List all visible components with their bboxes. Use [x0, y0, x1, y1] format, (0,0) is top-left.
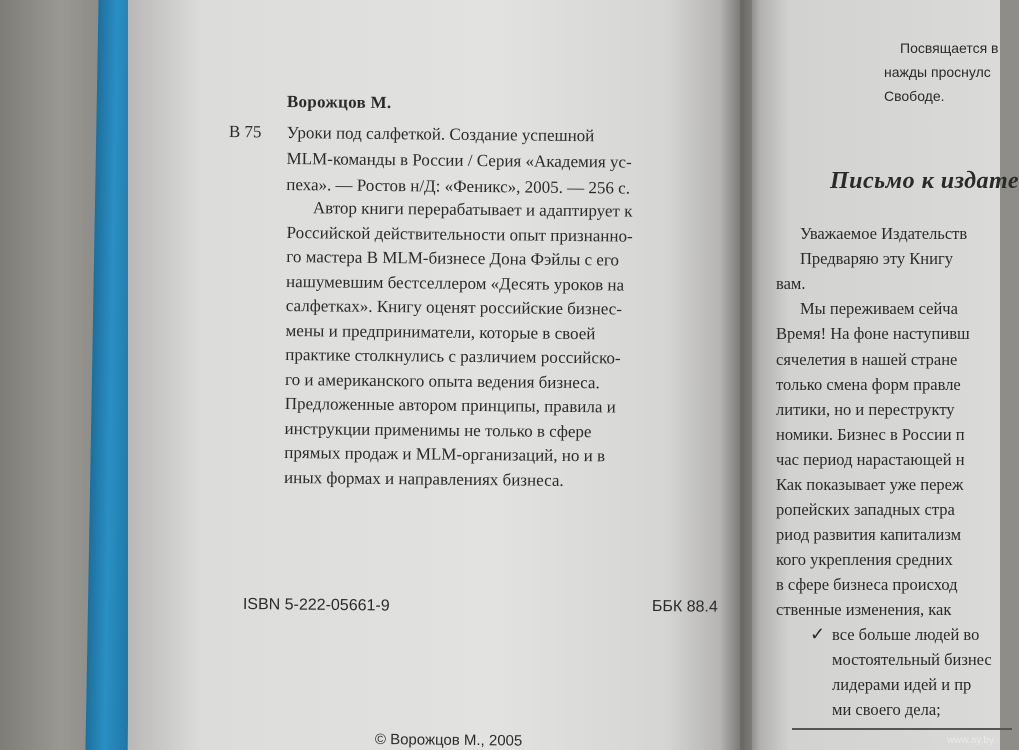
dedication-line-3: Свободе.: [884, 88, 945, 104]
author-name: Ворожцов М.: [286, 92, 392, 113]
isbn: ISBN 5-222-05661-9: [242, 596, 390, 615]
body-line: Мы переживаем сейча: [800, 299, 958, 318]
annotation-line: салфетках». Книгу оценят российские бизнес-: [285, 295, 623, 319]
bullet-line: все больше людей во: [832, 625, 980, 644]
biblio-line: MLM-команды в России / Серия «Академия ус-: [286, 148, 632, 172]
body-line: Как показывает уже переж: [776, 475, 964, 494]
page-rule: [792, 728, 1012, 730]
body-line: кого укрепления средних: [776, 550, 953, 569]
body-line: риод развития капитализм: [776, 525, 962, 544]
annotation: [284, 196, 737, 495]
bullet-line: ми своего дела;: [832, 700, 941, 719]
annotation-line: го мастера В MLM-бизнесе Дона Фэйлы с его: [286, 246, 620, 270]
body-line: номики. Бизнес в России п: [776, 425, 965, 444]
body-line: Уважаемое Издательств: [800, 224, 968, 243]
body-line: сячелетия в нашей стране: [776, 350, 958, 369]
right-page: [752, 0, 1019, 750]
body-line: час период нарастающей н: [776, 450, 965, 469]
body-line: литики, но и переструкту: [776, 400, 955, 419]
dedication-line-2: нажды проснулс: [884, 64, 991, 80]
body-line: Время! На фоне наступивш: [776, 324, 970, 343]
annotation-line: иных формах и направлениях бизнеса.: [283, 467, 564, 490]
annotation-line: практике столкнулись с различием российско-: [285, 344, 621, 368]
checkmark-icon: ✓: [810, 624, 826, 644]
watermark: www.ay.by: [946, 735, 994, 746]
catalog-code: В 75: [228, 122, 262, 142]
body-line: ропейских западных стра: [776, 500, 955, 519]
annotation-line: го и американского опыта ведения бизнеса.: [284, 369, 600, 392]
annotation-line: прямых продаж и MLM-организаций, но и в: [284, 442, 606, 466]
dedication-line-1: Посвящается в: [900, 40, 999, 56]
bbk-code: ББК 88.4: [651, 598, 718, 616]
bullet-line: мостоятельный бизнес: [832, 650, 992, 669]
annotation-line: Российской действительности опыт признанно-: [286, 222, 633, 246]
body-line: вам.: [776, 274, 806, 293]
biblio-line: пеха». — Ростов н/Д: «Феникс», 2005. — 256 с.: [286, 174, 631, 198]
annotation-line: Автор книги перерабатывает и адаптирует к: [312, 198, 633, 221]
body-line: в сфере бизнеса происход: [776, 575, 958, 594]
annotation-line: мены и предприниматели, которые в своей: [285, 320, 596, 343]
copyright-line: © Ворожцов М., 2005: [374, 731, 523, 750]
body-line: только смена форм правле: [776, 375, 961, 394]
bibliographic-record: [286, 120, 727, 203]
body-line: ственные изменения, как: [776, 600, 952, 619]
annotation-line: инструкции применимы не только в сфере: [284, 418, 592, 441]
biblio-line: Уроки под салфеткой. Создание успешной: [286, 122, 595, 146]
annotation-line: нашумевшим бестселлером «Десять уроков на: [286, 271, 625, 295]
body-line: Предваряю эту Книгу: [800, 249, 953, 268]
letter-heading: Письмо к издате: [830, 168, 1019, 194]
annotation-line: Предложенные автором принципы, правила и: [284, 393, 616, 417]
bullet-line: лидерами идей и пр: [832, 675, 972, 694]
